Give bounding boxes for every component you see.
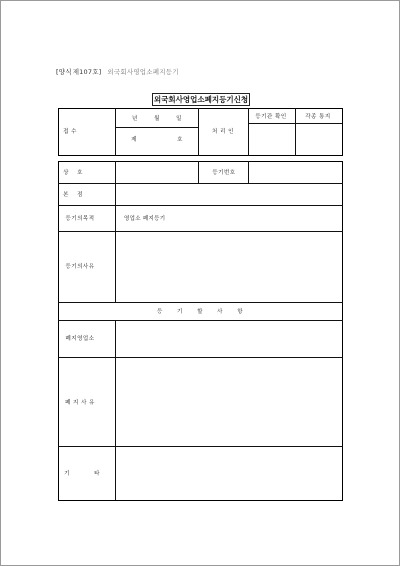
form-tag: [양식 [56, 68, 72, 76]
row-line [58, 205, 343, 206]
closure-reason-field[interactable] [116, 358, 342, 446]
top-table-border-top [58, 108, 343, 109]
other-label: 기 타 [64, 471, 100, 477]
trade-name-field[interactable] [116, 162, 198, 183]
form-number: 제107호] [72, 68, 102, 76]
form-description: 외국회사영업소폐지등기 [107, 68, 179, 76]
matters-section-title: 등 기 할 사 항 [156, 309, 244, 315]
received-label: 접 수 [63, 129, 77, 135]
row-line [58, 302, 343, 303]
top-table-divider [115, 108, 116, 156]
trade-name-label: 상 호 [63, 170, 83, 176]
top-table-border-right [342, 108, 343, 156]
head-office-field[interactable] [116, 184, 342, 205]
number-label: 제 호 [131, 137, 183, 143]
form-title: 외국회사영업소폐지등기신청 [153, 95, 249, 104]
top-table-divider [295, 108, 296, 156]
closure-reason-label: 폐 지 사 유 [65, 400, 95, 406]
head-office-label: 본 점 [63, 192, 83, 198]
closed-office-label: 폐지영업소 [65, 336, 95, 342]
registration-cause-field[interactable] [116, 232, 342, 302]
registration-purpose-label: 등기의목적 [65, 216, 95, 222]
registration-cause-label: 등기의사유 [65, 264, 95, 270]
top-table-inner-line [248, 123, 342, 124]
registrar-check-label: 등기관 확인 [255, 114, 287, 120]
main-table-border-left [58, 161, 59, 501]
registration-purpose-value: 영업소 폐지등기 [124, 216, 166, 222]
closed-office-field[interactable] [116, 321, 342, 357]
other-field[interactable] [116, 447, 342, 500]
main-table-border-bottom [58, 500, 343, 501]
top-table-divider [198, 108, 199, 156]
top-table-inner-line [115, 127, 198, 128]
date-label: 년 월 일 [132, 116, 182, 122]
processed-by-label: 처 리 인 [212, 129, 234, 135]
main-table-border-right [342, 161, 343, 501]
top-table-divider [248, 108, 249, 156]
registration-number-field[interactable] [249, 162, 342, 183]
registration-number-label: 등기번호 [212, 170, 236, 176]
trade-row-divider [198, 161, 199, 183]
notices-label: 각종 통지 [305, 114, 331, 120]
top-table-border-bottom [58, 155, 343, 156]
top-table-border-left [58, 108, 59, 156]
